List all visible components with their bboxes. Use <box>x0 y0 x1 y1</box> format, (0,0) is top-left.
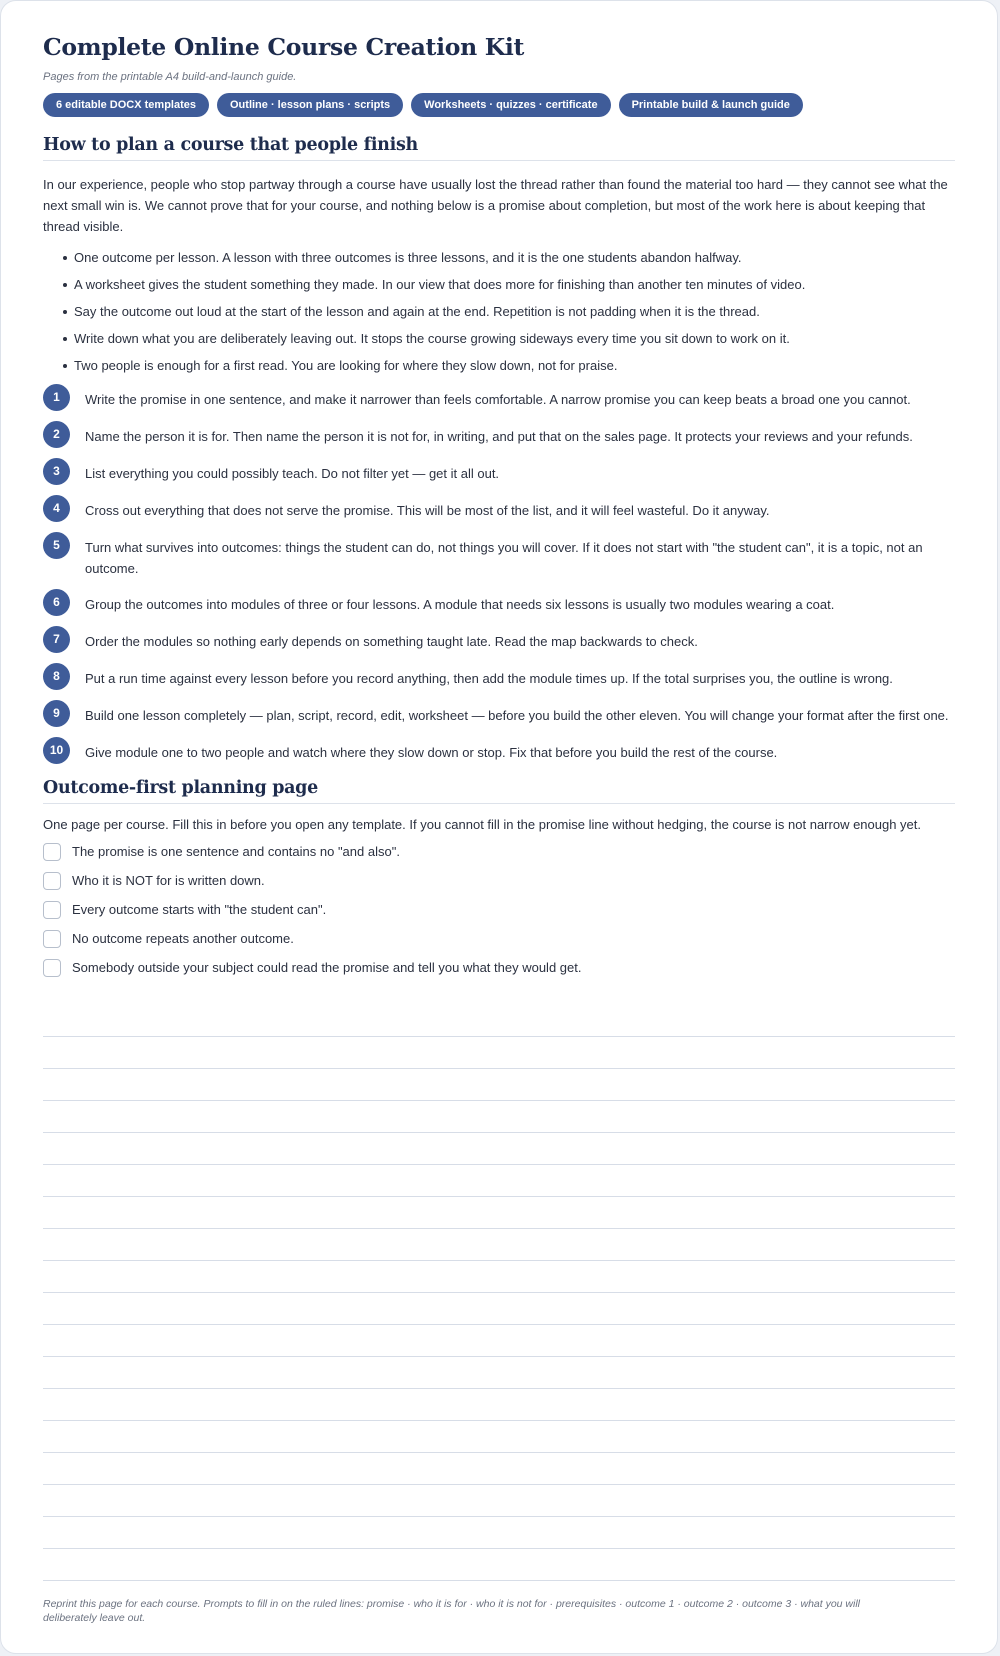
ruled-line <box>43 1036 955 1037</box>
checklist-label: Who it is NOT for is written down. <box>72 873 265 888</box>
checklist-item <box>43 842 955 861</box>
ruled-line <box>43 1292 955 1293</box>
step-item <box>43 663 955 690</box>
chip-worksheets: Worksheets · quizzes · certificate <box>411 93 610 117</box>
ruled-line <box>43 1260 955 1261</box>
checkbox[interactable] <box>43 901 61 919</box>
footer-note: Reprint this page for each course. Prompts to fill in on the ruled lines: promise · who it is for · who it is not for · prerequisites · outcome 1 · outcome 2 · outcome 3 · what you will deliberately leave out. <box>43 1597 861 1624</box>
step-text: Give module one to two people and watch where they slow down or stop. Fix that before you build the rest of the course. <box>85 745 778 760</box>
step-text: Build one lesson completely — plan, script, record, edit, worksheet — before you build the other eleven. You will change your format after the first one. <box>85 708 949 723</box>
chip-templates: 6 editable DOCX templates <box>43 93 209 117</box>
ruled-line <box>43 1516 955 1517</box>
checklist-item <box>43 900 955 919</box>
ruled-line <box>43 1068 955 1069</box>
page-subtitle: Pages from the printable A4 build-and-launch guide. <box>43 71 297 83</box>
step-number-badge: 1 <box>43 384 70 411</box>
step-number-badge: 8 <box>43 663 70 690</box>
step-text: Put a run time against every lesson before you record anything, then add the module times up. If the total surprises you, the outline is wrong. <box>85 671 893 686</box>
step-text: List everything you could possibly teach. Do not filter yet — get it all out. <box>85 466 500 481</box>
list-item: Two people is enough for a first read. You are looking for where they slow down, not for praise. <box>74 357 955 374</box>
list-item: A worksheet gives the student something they made. In our view that does more for finishing than another ten minutes of video. <box>74 276 955 293</box>
step-item <box>43 737 955 764</box>
tips-list <box>43 249 955 374</box>
checklist-label: Somebody outside your subject could read the promise and tell you what they would get. <box>72 960 582 975</box>
ruled-line <box>43 1356 955 1357</box>
checklist <box>43 842 955 977</box>
section-intro: In our experience, people who stop partway through a course have usually lost the thread rather than found the material too hard — they cannot see what the next small win is. We cannot prove that for your course, and nothing below is a promise about completion, but most of the work here is about keeping that thread visible. <box>43 177 948 234</box>
step-item <box>43 589 955 616</box>
step-text: Cross out everything that does not serve the promise. This will be most of the list, and it will feel wasteful. Do it anyway. <box>85 503 770 518</box>
list-item: Say the outcome out loud at the start of the lesson and again at the end. Repetition is not padding when it is the thread. <box>74 303 955 320</box>
checklist-label: Every outcome starts with "the student can". <box>72 902 327 917</box>
ruled-line <box>43 1132 955 1133</box>
steps-list <box>43 384 955 764</box>
ruled-line <box>43 1420 955 1421</box>
step-text: Name the person it is for. Then name the person it is not for, in writing, and put that on the sales page. It protects your reviews and your refunds. <box>85 429 913 444</box>
planning-intro: One page per course. Fill this in before you open any template. If you cannot fill in the promise line without hedging, the course is not narrow enough yet. <box>43 817 922 832</box>
step-item <box>43 495 955 522</box>
step-text: Write the promise in one sentence, and make it narrower than feels comfortable. A narrow promise you can keep beats a broad one you cannot. <box>85 392 911 407</box>
ruled-line <box>43 1388 955 1389</box>
ruled-line <box>43 1196 955 1197</box>
checkbox[interactable] <box>43 959 61 977</box>
checkbox[interactable] <box>43 843 61 861</box>
checklist-label: The promise is one sentence and contains no "and also". <box>72 844 400 859</box>
chip-guide: Printable build & launch guide <box>619 93 803 117</box>
step-item <box>43 532 955 579</box>
ruled-line <box>43 1324 955 1325</box>
list-item: One outcome per lesson. A lesson with three outcomes is three lessons, and it is the one students abandon halfway. <box>74 249 955 266</box>
step-number-badge: 9 <box>43 700 70 727</box>
step-number-badge: 7 <box>43 626 70 653</box>
step-item <box>43 626 955 653</box>
checkbox[interactable] <box>43 872 61 890</box>
step-item <box>43 700 955 727</box>
step-text: Turn what survives into outcomes: things the student can do, not things you will cover. If it does not start with "the student can", it is a topic, not an outcome. <box>85 540 923 576</box>
step-item <box>43 384 955 411</box>
step-number-badge: 10 <box>43 737 70 764</box>
list-item: Write down what you are deliberately leaving out. It stops the course growing sideways every time you sit down to work on it. <box>74 330 955 347</box>
checklist-item <box>43 871 955 890</box>
section-heading-planning-page: Outcome-first planning page <box>43 778 955 804</box>
step-number-badge: 5 <box>43 532 70 559</box>
ruled-line <box>43 1484 955 1485</box>
step-item <box>43 458 955 485</box>
ruled-writing-lines[interactable] <box>43 1036 955 1612</box>
feature-chips <box>43 93 955 117</box>
step-number-badge: 4 <box>43 495 70 522</box>
step-number-badge: 2 <box>43 421 70 448</box>
ruled-line <box>43 1164 955 1165</box>
step-item <box>43 421 955 448</box>
checklist-item <box>43 929 955 948</box>
section-heading-plan: How to plan a course that people finish <box>43 135 955 161</box>
checkbox[interactable] <box>43 930 61 948</box>
ruled-line <box>43 1580 955 1581</box>
checklist-item <box>43 958 955 977</box>
ruled-line <box>43 1548 955 1549</box>
step-text: Order the modules so nothing early depends on something taught late. Read the map backwards to check. <box>85 634 698 649</box>
checklist-label: No outcome repeats another outcome. <box>72 931 294 946</box>
chip-outline: Outline · lesson plans · scripts <box>217 93 403 117</box>
ruled-line <box>43 1100 955 1101</box>
step-number-badge: 3 <box>43 458 70 485</box>
page-title: Complete Online Course Creation Kit <box>43 33 525 61</box>
step-text: Group the outcomes into modules of three or four lessons. A module that needs six lessons is usually two modules wearing a coat. <box>85 597 835 612</box>
step-number-badge: 6 <box>43 589 70 616</box>
ruled-line <box>43 1452 955 1453</box>
ruled-line <box>43 1228 955 1229</box>
